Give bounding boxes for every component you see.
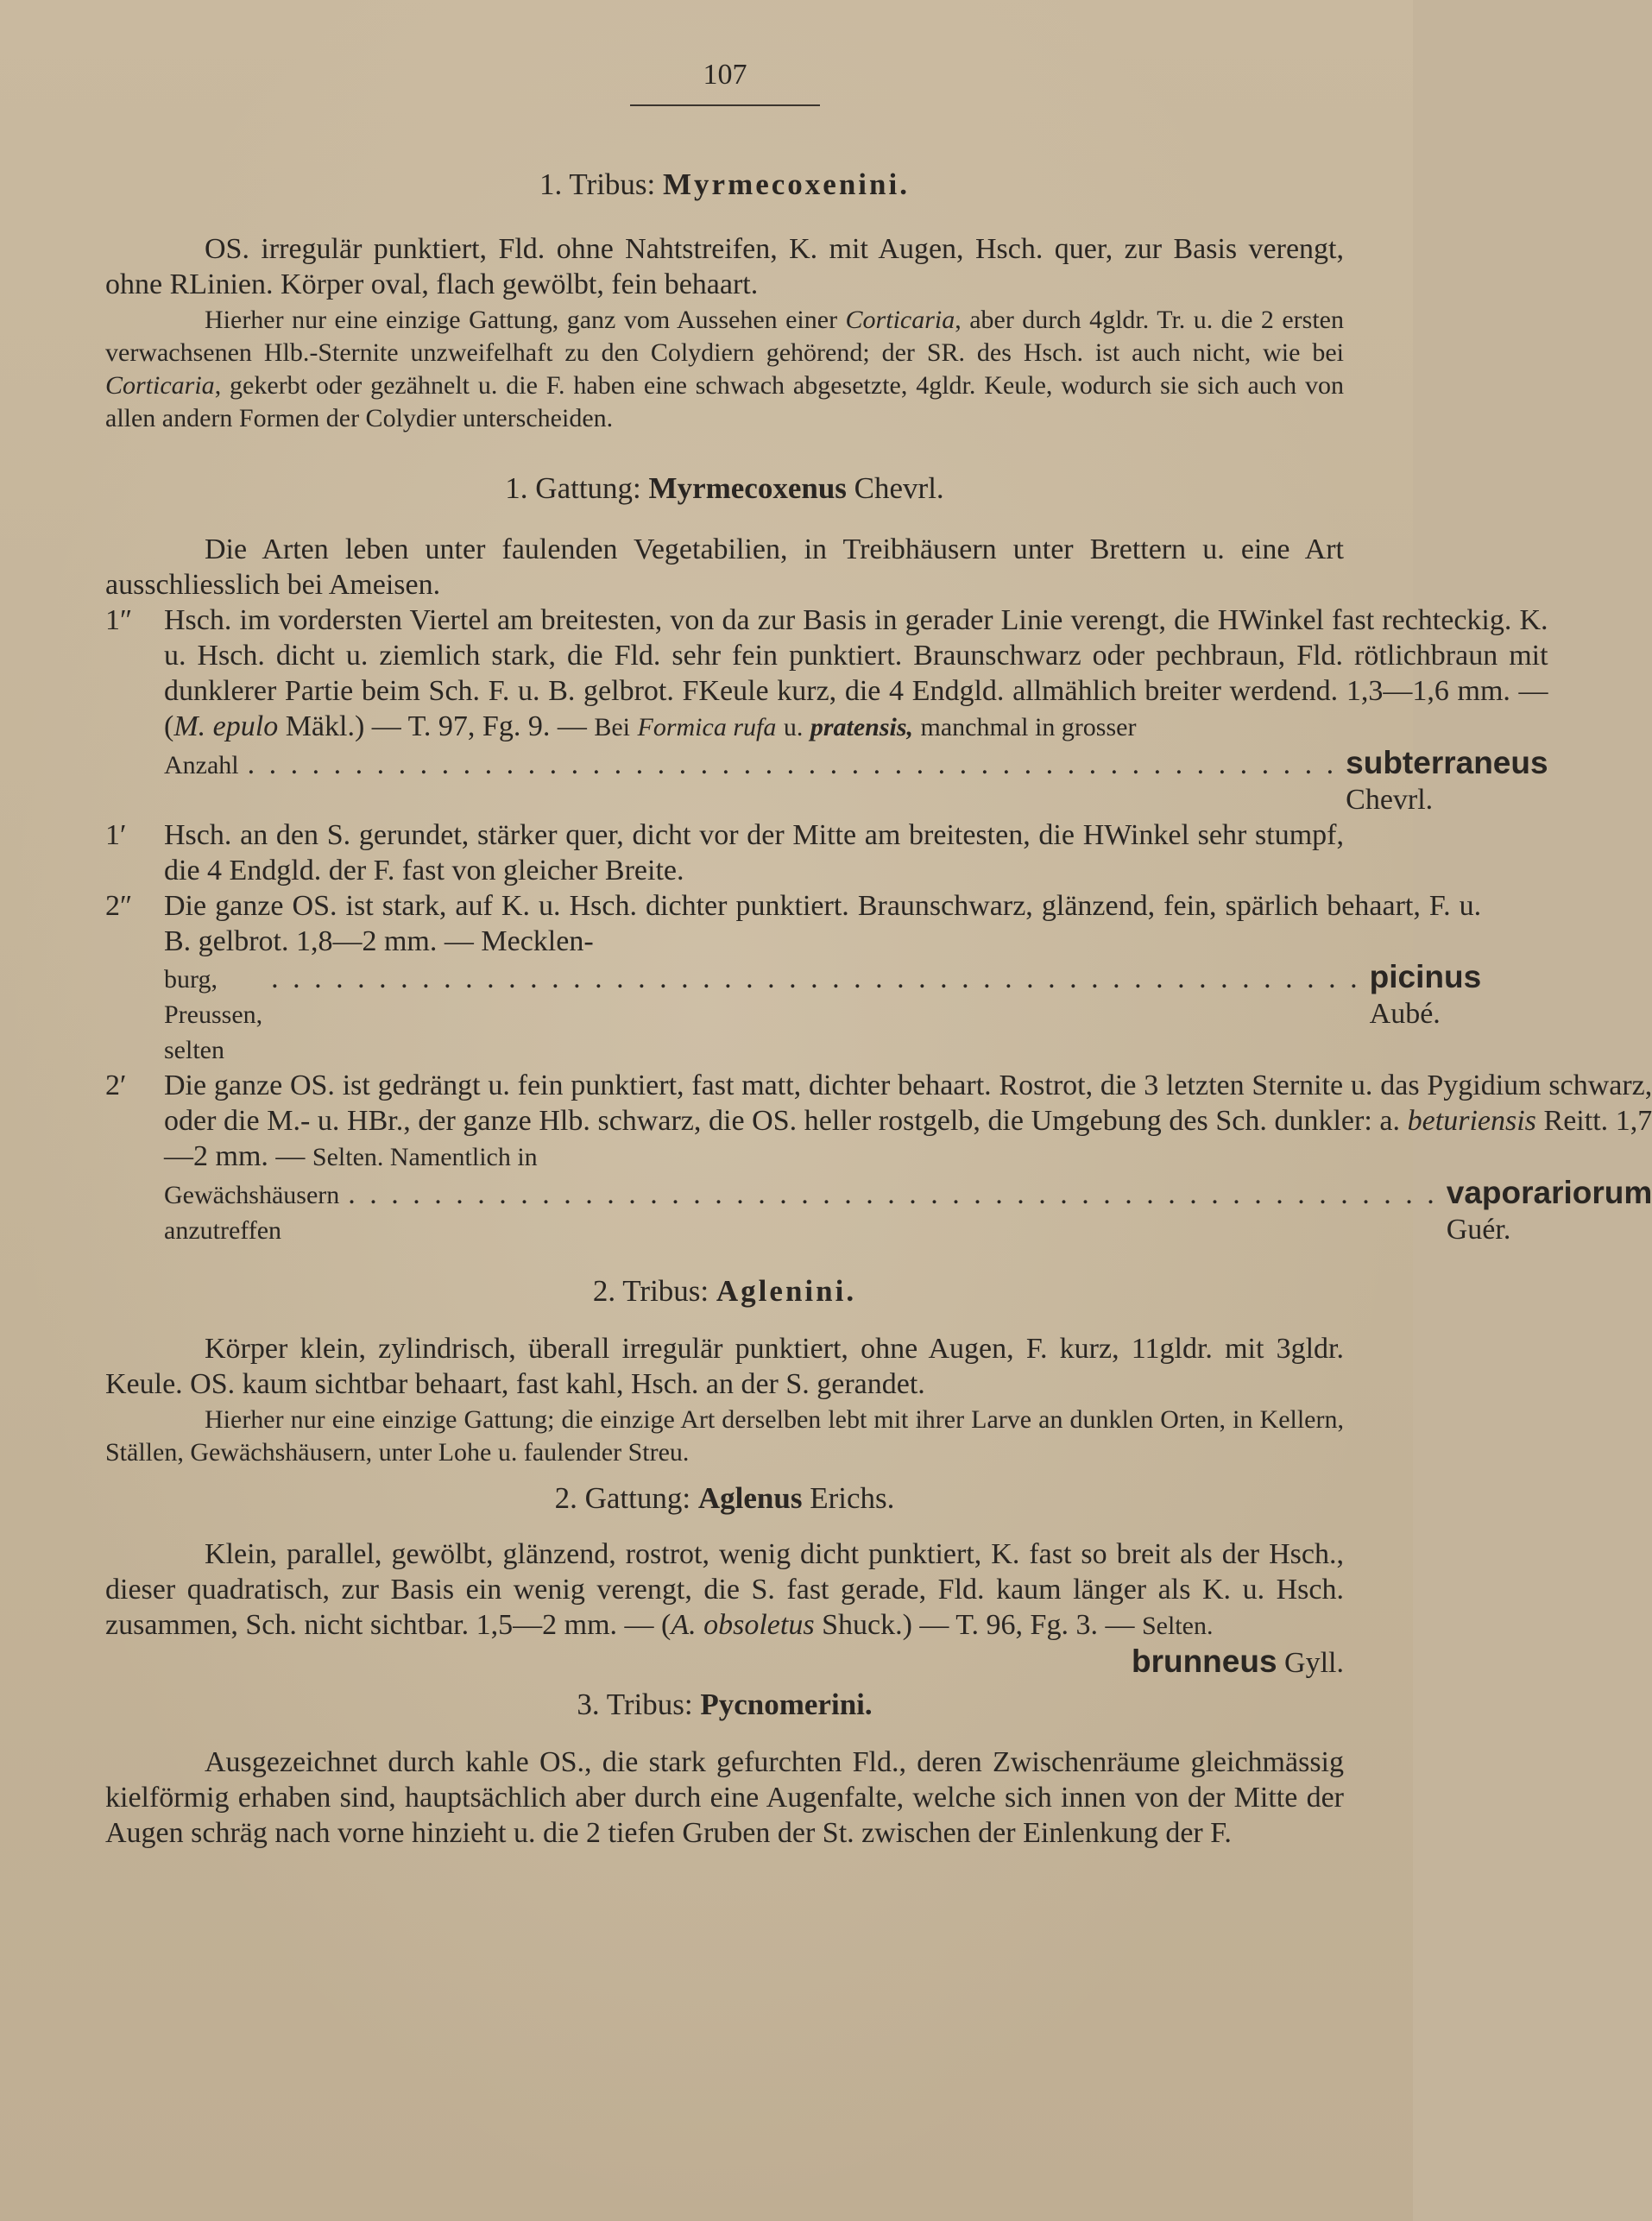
tribus-3-name: Pycnomerini.	[700, 1688, 873, 1721]
tribus-2-prefix: 2. Tribus:	[592, 1274, 709, 1308]
species-author: Aubé.	[1369, 998, 1441, 1030]
key-text: Reitt. 1,7—2 mm. —	[164, 1105, 1652, 1172]
key-number: 1′	[105, 819, 127, 851]
gattung-2-prefix: 2. Gattung:	[554, 1481, 691, 1515]
tribus-2-note: Hierher nur eine einzige Gattung; die einzige Art derselben lebt mit ihrer Larve an dunklen Orten, in Kellern, Ställen, Gewächshäusern, unter Lohe u. faulender Streu.	[105, 1405, 1344, 1467]
species-line	[164, 1175, 1652, 1248]
tribus-2-description: Körper klein, zylindrisch, überall irregulär punktiert, ohne Augen, F. kurz, 11gldr. mit 3gldr. Keule. OS. kaum sichtbar behaart, fast kahl, Hsch. an der S. gerandet.	[105, 1333, 1344, 1400]
species-author: Chevrl.	[1346, 784, 1434, 816]
gattung-2-name: Aglenus	[697, 1481, 803, 1515]
gattung-1-heading	[105, 468, 1344, 509]
tribus-1-description: OS. irregulär punktiert, Fld. ohne Nahtstreifen, K. mit Augen, Hsch. quer, zur Basis verengt, ohne RLinien. Körper oval, flach gewölbt, fein behaart.	[105, 233, 1344, 300]
species-name: picinus	[1369, 959, 1482, 994]
species-line	[164, 959, 1481, 1068]
key-text: Bei	[594, 713, 630, 741]
key-number: 2″	[105, 890, 133, 922]
species-name: vaporariorum	[1446, 1175, 1652, 1210]
species-author: Guér.	[1446, 1214, 1511, 1246]
tribus-3-heading	[105, 1684, 1344, 1726]
key-text: Hsch. an den S. gerundet, stärker quer, dicht vor der Mitte am breitesten, die HWinkel sehr stumpf, die 4 Endgld. der F. fast von gleicher Breite.	[164, 819, 1344, 887]
key-entry-2b	[105, 1068, 1652, 1248]
tribus-3-prefix: 3. Tribus:	[577, 1688, 693, 1721]
gattung-1-intro: Die Arten leben unter faulenden Vegetabilien, in Treibhäusern unter Brettern u. eine Art ausschliesslich bei Ameisen.	[105, 533, 1344, 601]
leader-dots: . . . . . . . . . . . . . . . . . . . . . . . . . . . . . . . . . . . . . . . . . . . . . . . . . . .	[247, 748, 1338, 780]
tribus-1-prefix: 1. Tribus:	[539, 167, 656, 201]
key-entry-1a	[105, 603, 1548, 817]
genus-ref: Corticaria	[105, 371, 215, 400]
key-text: Anzahl	[164, 751, 239, 779]
key-text: u.	[783, 713, 804, 741]
species-name: subterraneus	[1346, 745, 1548, 780]
tribus-1-name: Myrmecoxenini.	[663, 167, 910, 201]
aberration: beturiensis	[1407, 1105, 1536, 1137]
note-text: , gekerbt oder gezähnelt u. die F. haben eine schwach abgesetzte, 4gldr. Keule, wodurch sie sich auch von allen andern Formen der Colydier unterscheiden.	[105, 371, 1344, 432]
key-number: 1″	[105, 604, 133, 636]
header-rule	[630, 104, 820, 106]
key-text: Selten. Namentlich in	[312, 1143, 538, 1171]
gattung-2-author: Erichs.	[810, 1481, 895, 1515]
key-text: Hsch. im vordersten Viertel am breitesten, von da zur Basis in gerader Linie verengt, die HWinkel fast rechteckig. K. u. Hsch. dicht u. ziemlich stark, die Fld. sehr fein punktiert. Braunschwarz oder pechbraun, Fld. rötlichbraun mit dunklerer Partie beim Sch. F. u. B. gelbrot. FKeule kurz, die 4 Endgld. allmählich breiter werdend. 1,3—1,6 mm. — (	[164, 604, 1548, 742]
note-text: , aber durch 4gldr. Tr. u. die 2 ersten verwachsenen Hlb.-Sternite unzweifelhaft zu den Colydiern gehörend; der SR. des Hsch. ist auch nicht, wie bei	[105, 306, 1344, 367]
tribus-2-heading	[105, 1271, 1344, 1312]
genus-text: Selten.	[1141, 1612, 1214, 1640]
synonym: M. epulo	[173, 710, 279, 742]
key-text: burg, Preussen, selten	[164, 965, 263, 1064]
gattung-1-prefix: 1. Gattung:	[505, 471, 641, 505]
gattung-2-heading	[105, 1478, 1344, 1519]
tribus-1-note	[105, 304, 1344, 435]
tribus-3-description: Ausgezeichnet durch kahle OS., die stark gefurchten Fld., deren Zwischenräume gleichmässig kielförmig erhaben sind, hauptsächlich aber durch eine Augenfalte, welche sich innen von der Mitte der Augen schräg nach vorne hinzieht u. die 2 tiefen Gruben der St. zwischen der Einlenkung der F.	[105, 1746, 1344, 1849]
genus-text: Klein, parallel, gewölbt, glänzend, rostrot, wenig dicht punktiert, K. fast so breit als der Hsch., dieser quadratisch, zur Basis ein wenig verengt, die S. fast gerade, Fld. kaum länger als K. u. Hsch. zusammen, Sch. nicht sichtbar. 1,5—2 mm. — (	[105, 1538, 1344, 1641]
tribus-1-heading	[105, 164, 1344, 205]
gattung-1-author: Chevrl.	[854, 471, 944, 505]
gattung-2-description	[105, 1536, 1344, 1644]
gattung-1-name: Myrmecoxenus	[648, 471, 847, 505]
key-entry-2a	[105, 888, 1482, 1068]
gattung-2-species	[105, 1644, 1344, 1681]
tribus-2-name: Aglenini.	[716, 1274, 857, 1308]
genus-ref: Corticaria	[845, 306, 955, 334]
key-text: Mäkl.) — T. 97, Fg. 9. —	[278, 710, 587, 742]
page-number: 107	[703, 59, 747, 91]
key-entry-1b	[105, 817, 1344, 888]
leader-dots: . . . . . . . . . . . . . . . . . . . . . . . . . . . . . . . . . . . . . . . . . . . . . . . . . . .	[271, 962, 1361, 994]
page-body	[105, 164, 1652, 1851]
key-text: Gewächshäusern anzutreffen	[164, 1181, 340, 1245]
leader-dots: . . . . . . . . . . . . . . . . . . . . . . . . . . . . . . . . . . . . . . . . . . . . . . . . . . .	[348, 1178, 1438, 1210]
key-text: Die ganze OS. ist gedrängt u. fein punktiert, fast matt, dichter behaart. Rostrot, die 3 letzten Sternite u. das Pygidium schwarz, oder die M.- u. HBr., der ganze Hlb. schwarz, die OS. heller rostgelb, die Umgebung des Sch. dunkler: a.	[164, 1069, 1652, 1137]
species-name: brunneus	[1131, 1644, 1277, 1679]
note-text: Hierher nur eine einzige Gattung, ganz vom Aussehen einer	[205, 306, 838, 334]
key-text: manchmal in grosser	[920, 713, 1137, 741]
species-line	[164, 745, 1548, 817]
synonym: A. obsoletus	[671, 1609, 815, 1641]
species-author: Gyll.	[1284, 1647, 1344, 1679]
key-text: Die ganze OS. ist stark, auf K. u. Hsch. dichter punktiert. Braunschwarz, glänzend, fein, spärlich behaart, F. u. B. gelbrot. 1,8—2 mm. — Mecklen-	[164, 890, 1482, 957]
host-ant: Formica rufa	[637, 713, 777, 741]
genus-text: Shuck.) — T. 96, Fg. 3. —	[814, 1609, 1135, 1641]
key-number: 2′	[105, 1069, 127, 1101]
host-ant: pratensis,	[810, 713, 914, 741]
